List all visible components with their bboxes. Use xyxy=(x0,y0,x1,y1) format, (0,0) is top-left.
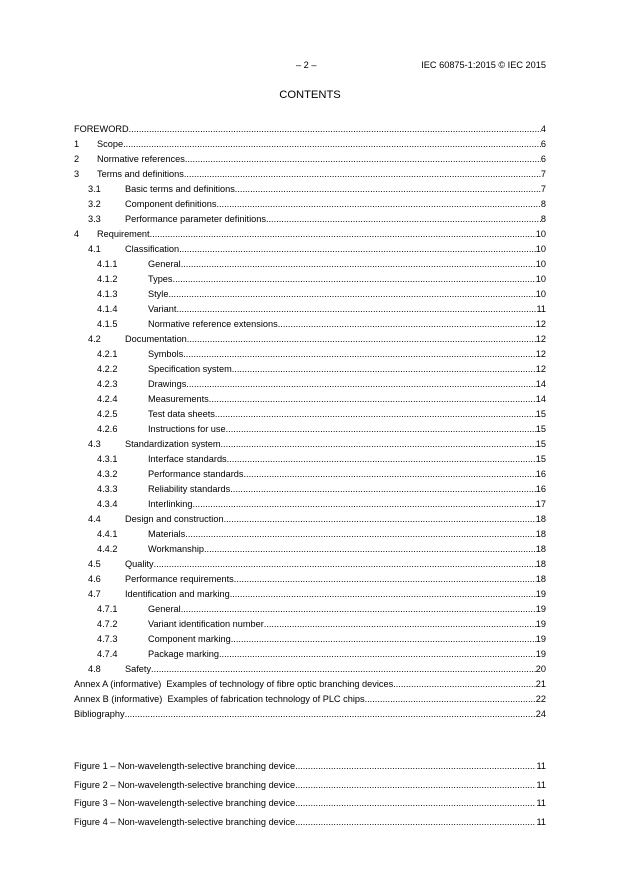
toc-entry-label: Interface standards xyxy=(148,454,227,464)
standard-identifier: IEC 60875-1:2015 © IEC 2015 xyxy=(421,60,546,70)
toc-entry[interactable] xyxy=(74,302,546,317)
toc-entry[interactable] xyxy=(74,392,546,407)
toc-entry-label: Package marking xyxy=(148,649,219,659)
toc-entry[interactable] xyxy=(74,407,546,422)
toc-entry-number: 4.2.4 xyxy=(97,394,118,404)
dot-leader xyxy=(129,122,541,137)
dot-leader xyxy=(295,776,536,795)
table-of-contents xyxy=(74,122,546,722)
toc-entry-number: 3.3 xyxy=(88,214,101,224)
page-reference: 18 xyxy=(535,544,546,554)
toc-entry-number: 4.3.4 xyxy=(97,499,118,509)
page-reference: 19 xyxy=(535,619,546,629)
toc-entry-number: 4.2.3 xyxy=(97,379,118,389)
figure-entry[interactable] xyxy=(74,813,546,832)
page-reference: 11 xyxy=(536,798,546,808)
toc-entry[interactable] xyxy=(74,152,546,167)
toc-entry-number: 4.3.1 xyxy=(97,454,118,464)
dot-leader xyxy=(393,677,536,692)
page-reference: 15 xyxy=(535,439,546,449)
page-reference: 19 xyxy=(535,649,546,659)
toc-entry[interactable] xyxy=(74,692,546,707)
toc-entry-number: 4.4 xyxy=(88,514,101,524)
toc-entry-label: Normative reference extensions xyxy=(148,319,278,329)
toc-entry[interactable] xyxy=(74,452,546,467)
toc-entry-label: Symbols xyxy=(148,349,184,359)
dot-leader xyxy=(365,692,536,707)
toc-entry[interactable] xyxy=(74,467,546,482)
toc-entry[interactable] xyxy=(74,527,546,542)
dot-leader xyxy=(168,287,535,302)
dot-leader xyxy=(179,242,536,257)
figure-entry[interactable] xyxy=(74,757,546,776)
toc-entry-number: 4.2.1 xyxy=(97,349,118,359)
toc-entry-label: Design and construction xyxy=(125,514,224,524)
dot-leader xyxy=(216,197,540,212)
toc-entry[interactable] xyxy=(74,662,546,677)
toc-entry-label: Standardization system xyxy=(125,439,221,449)
toc-entry[interactable] xyxy=(74,212,546,227)
dot-leader xyxy=(230,482,536,497)
toc-entry-number: 3 xyxy=(74,169,80,179)
toc-entry[interactable] xyxy=(74,272,546,287)
toc-entry[interactable] xyxy=(74,557,546,572)
page-reference: 15 xyxy=(535,454,546,464)
toc-entry-label: Quality xyxy=(125,559,154,569)
dot-leader xyxy=(183,347,536,362)
page-header xyxy=(0,60,620,74)
toc-entry[interactable] xyxy=(74,167,546,182)
toc-entry-number: 4 xyxy=(74,229,80,239)
page-reference: 4 xyxy=(540,124,546,134)
page-reference: 21 xyxy=(535,679,546,689)
toc-entry[interactable] xyxy=(74,362,546,377)
page-reference: 11 xyxy=(536,779,546,790)
toc-entry-number: 4.6 xyxy=(88,574,101,584)
toc-entry-label: Performance standards xyxy=(148,469,244,479)
toc-entry-label: FOREWORD xyxy=(74,124,129,134)
page-reference: 10 xyxy=(535,244,546,254)
toc-entry-label: Interlinking xyxy=(148,499,193,509)
toc-entry-number: 4.5 xyxy=(88,559,101,569)
toc-entry-number: 4.8 xyxy=(88,664,101,674)
page-reference: 24 xyxy=(535,709,546,719)
dot-leader xyxy=(224,512,536,527)
toc-entry-label: General xyxy=(148,604,181,614)
toc-entry-label: Scope xyxy=(97,139,124,149)
toc-entry-number: 4.7.1 xyxy=(97,604,118,614)
page-reference: 12 xyxy=(535,364,546,374)
list-of-figures xyxy=(74,757,546,831)
toc-entry-label: Documentation xyxy=(125,334,187,344)
page-reference: 14 xyxy=(535,379,546,389)
dot-leader xyxy=(192,497,535,512)
page-reference: 18 xyxy=(535,529,546,539)
dot-leader xyxy=(150,227,536,242)
toc-entry-label: Measurements xyxy=(148,394,209,404)
page-reference: 18 xyxy=(535,514,546,524)
toc-entry-number: 4.2 xyxy=(88,334,101,344)
toc-entry-number: 4.3.3 xyxy=(97,484,118,494)
page-reference: 8 xyxy=(540,199,546,209)
dot-leader xyxy=(123,137,541,152)
page-reference: 7 xyxy=(540,169,546,179)
page-reference: 12 xyxy=(535,334,546,344)
toc-entry-number: 4.2.6 xyxy=(97,424,118,434)
dot-leader xyxy=(185,152,541,167)
toc-entry[interactable] xyxy=(74,497,546,512)
toc-entry-label: Requirement xyxy=(97,229,150,239)
toc-entry-number: 4.1.4 xyxy=(97,304,118,314)
dot-leader xyxy=(232,362,536,377)
toc-entry[interactable] xyxy=(74,182,546,197)
figure-entry-label: Figure 1 – Non-wavelength-selective branching device xyxy=(74,761,296,771)
toc-entry[interactable] xyxy=(74,602,546,617)
dot-leader xyxy=(204,542,536,557)
toc-entry-number: 4.2.5 xyxy=(97,409,118,419)
toc-entry-number: 4.1.3 xyxy=(97,289,118,299)
page-reference: 17 xyxy=(535,499,546,509)
toc-entry-number: 4.7 xyxy=(88,589,101,599)
dot-leader xyxy=(226,422,536,437)
dot-leader xyxy=(185,527,535,542)
dot-leader xyxy=(209,392,536,407)
dot-leader xyxy=(176,302,536,317)
toc-entry[interactable] xyxy=(74,422,546,437)
toc-entry[interactable] xyxy=(74,122,546,137)
dot-leader xyxy=(234,572,536,587)
toc-entry-label: Variant xyxy=(148,304,177,314)
toc-entry-number: 4.2.2 xyxy=(97,364,118,374)
dot-leader xyxy=(221,437,536,452)
toc-entry-label: Basic terms and definitions xyxy=(125,184,235,194)
dot-leader xyxy=(295,794,536,813)
figure-entry-label: Figure 2 – Non-wavelength-selective branching device xyxy=(74,779,296,790)
toc-entry-label: Annex A (informative) Examples of technology of fibre optic branching devices xyxy=(74,679,394,689)
dot-leader xyxy=(184,167,541,182)
toc-entry-label: General xyxy=(148,259,181,269)
dot-leader xyxy=(235,182,541,197)
dot-leader xyxy=(295,757,536,776)
dot-leader xyxy=(264,617,536,632)
page-reference: 12 xyxy=(535,349,546,359)
toc-entry[interactable] xyxy=(74,347,546,362)
toc-entry[interactable] xyxy=(74,482,546,497)
toc-entry-number: 4.4.2 xyxy=(97,544,118,554)
dot-leader xyxy=(266,212,541,227)
toc-entry[interactable] xyxy=(74,647,546,662)
page-reference: 11 xyxy=(536,304,546,314)
dot-leader xyxy=(295,813,536,832)
page-reference: 10 xyxy=(535,289,546,299)
toc-entry-number: 4.7.4 xyxy=(97,649,118,659)
dot-leader xyxy=(186,377,535,392)
toc-entry-number: 3.2 xyxy=(88,199,101,209)
dot-leader xyxy=(151,662,536,677)
page-reference: 16 xyxy=(535,484,546,494)
page-reference: 19 xyxy=(535,634,546,644)
toc-entry-number: 4.1.2 xyxy=(97,274,118,284)
dot-leader xyxy=(230,587,536,602)
dot-leader xyxy=(231,632,536,647)
toc-entry-label: Bibliography xyxy=(74,709,125,719)
toc-entry-label: Component marking xyxy=(148,634,231,644)
toc-entry-label: Terms and definitions xyxy=(97,169,184,179)
toc-entry[interactable] xyxy=(74,437,546,452)
toc-entry-label: Performance parameter definitions xyxy=(125,214,266,224)
page-reference: 22 xyxy=(535,694,546,704)
toc-entry-label: Types xyxy=(148,274,173,284)
toc-entry[interactable] xyxy=(74,377,546,392)
toc-entry-label: Test data sheets xyxy=(148,409,215,419)
toc-entry-label: Performance requirements xyxy=(125,574,234,584)
page-reference: 8 xyxy=(540,214,546,224)
toc-entry[interactable] xyxy=(74,572,546,587)
toc-entry-number: 1 xyxy=(74,139,80,149)
dot-leader xyxy=(125,707,536,722)
toc-entry-number: 2 xyxy=(74,154,80,164)
contents-title: CONTENTS xyxy=(279,89,341,101)
toc-entry-label: Component definitions xyxy=(125,199,217,209)
toc-entry-label: Specification system xyxy=(148,364,232,374)
page-reference: 7 xyxy=(540,184,546,194)
figure-entry-label: Figure 4 – Non-wavelength-selective branching device xyxy=(74,816,296,827)
toc-entry-number: 3.1 xyxy=(88,184,101,194)
toc-entry-label: Variant identification number xyxy=(148,619,264,629)
toc-entry[interactable] xyxy=(74,632,546,647)
toc-entry[interactable] xyxy=(74,542,546,557)
toc-entry[interactable] xyxy=(74,677,546,692)
dot-leader xyxy=(227,452,536,467)
toc-entry-label: Classification xyxy=(125,244,180,254)
toc-entry-label: Workmanship xyxy=(148,544,204,554)
toc-entry-number: 4.1.5 xyxy=(97,319,118,329)
toc-entry-label: Normative references xyxy=(97,154,185,164)
page-reference: 11 xyxy=(536,761,546,771)
dot-leader xyxy=(187,332,536,347)
toc-entry[interactable] xyxy=(74,227,546,242)
page-reference: 18 xyxy=(535,559,546,569)
toc-entry-number: 4.3.2 xyxy=(97,469,118,479)
toc-entry-label: Materials xyxy=(148,529,186,539)
page-reference: 10 xyxy=(535,229,546,239)
toc-entry[interactable] xyxy=(74,137,546,152)
page-reference: 18 xyxy=(535,574,546,584)
page-reference: 6 xyxy=(540,139,546,149)
toc-entry[interactable] xyxy=(74,317,546,332)
dot-leader xyxy=(244,467,536,482)
toc-entry[interactable] xyxy=(74,257,546,272)
toc-entry-label: Drawings xyxy=(148,379,187,389)
toc-entry-number: 4.7.3 xyxy=(97,634,118,644)
toc-entry[interactable] xyxy=(74,512,546,527)
toc-entry-label: Annex B (informative) Examples of fabrication technology of PLC chips xyxy=(74,694,365,704)
page-reference: 20 xyxy=(535,664,546,674)
toc-entry-label: Safety xyxy=(125,664,152,674)
page-reference: 6 xyxy=(540,154,546,164)
page-reference: 16 xyxy=(535,469,546,479)
toc-entry[interactable] xyxy=(74,197,546,212)
toc-entry[interactable] xyxy=(74,332,546,347)
page-reference: 15 xyxy=(535,409,546,419)
toc-entry-label: Reliability standards xyxy=(148,484,231,494)
page-reference: 19 xyxy=(535,604,546,614)
toc-entry[interactable] xyxy=(74,287,546,302)
dot-leader xyxy=(154,557,536,572)
toc-entry-label: Style xyxy=(148,289,169,299)
dot-leader xyxy=(215,407,536,422)
toc-entry-number: 4.1 xyxy=(88,244,101,254)
dot-leader xyxy=(181,257,536,272)
figure-entry[interactable] xyxy=(74,794,546,813)
page-reference: 19 xyxy=(535,589,546,599)
toc-entry[interactable] xyxy=(74,587,546,602)
page-reference: 14 xyxy=(535,394,546,404)
figure-entry[interactable] xyxy=(74,776,546,795)
toc-entry-number: 4.1.1 xyxy=(97,259,118,269)
dot-leader xyxy=(219,647,536,662)
figure-entry-label: Figure 3 – Non-wavelength-selective branching device xyxy=(74,798,296,808)
page-reference: 10 xyxy=(535,274,546,284)
dot-leader xyxy=(278,317,536,332)
page-reference: 10 xyxy=(535,259,546,269)
dot-leader xyxy=(181,602,536,617)
toc-entry-number: 4.3 xyxy=(88,439,101,449)
toc-entry-number: 4.4.1 xyxy=(97,529,118,539)
page-reference: 12 xyxy=(535,319,546,329)
page-reference: 15 xyxy=(535,424,546,434)
page-reference: 11 xyxy=(536,816,546,827)
toc-entry-label: Instructions for use xyxy=(148,424,226,434)
toc-entry[interactable] xyxy=(74,242,546,257)
toc-entry[interactable] xyxy=(74,707,546,722)
toc-entry-number: 4.7.2 xyxy=(97,619,118,629)
toc-entry-label: Identification and marking xyxy=(125,589,230,599)
dot-leader xyxy=(173,272,536,287)
toc-entry[interactable] xyxy=(74,617,546,632)
page-number: – 2 – xyxy=(296,60,317,70)
